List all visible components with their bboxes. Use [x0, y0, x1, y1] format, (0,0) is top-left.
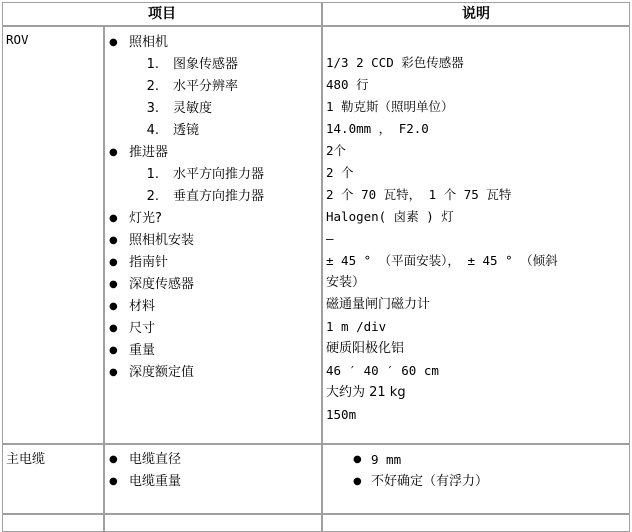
next-row-cell — [104, 514, 322, 532]
rov-values-cell — [322, 26, 630, 444]
header-item — [2, 2, 322, 26]
value-text: 1 勒克斯（照明单位） — [326, 99, 454, 114]
bullet-icon: ● — [109, 279, 118, 290]
item-number: 1. — [146, 57, 159, 72]
item-label: 电缆直径 — [129, 452, 182, 467]
spec-table — [2, 2, 630, 532]
cable-label-cell — [2, 444, 104, 514]
value-text: 14.0mm ， F2.0 — [326, 121, 429, 136]
bullet-icon: ● — [109, 454, 118, 465]
value-text: 2个 — [326, 143, 347, 158]
bullet-icon: ● — [353, 476, 362, 487]
value-text: 480 行 — [326, 77, 369, 92]
value-text: 硬质阳极化铝 — [326, 341, 405, 356]
header-item-text: 项目 — [148, 6, 176, 22]
item-label: 指南针 — [129, 255, 169, 270]
sub-item-label: 图象传感器 — [173, 57, 239, 72]
value-text: 2 个 70 瓦特， 1 个 75 瓦特 — [326, 187, 512, 202]
item-label: 材料 — [129, 299, 156, 314]
sub-item-label: 灵敏度 — [173, 101, 213, 116]
bullet-icon: ● — [353, 454, 362, 465]
bullet-icon: ● — [109, 235, 118, 246]
sub-item-label: 水平方向推力器 — [173, 167, 265, 182]
value-text: ± 45 ° （平面安装）， ± 45 ° （倾斜 — [326, 253, 558, 268]
item-number: 1. — [146, 167, 159, 182]
value-text: 2 个 — [326, 165, 354, 180]
item-label: 照相机安装 — [129, 233, 195, 248]
value-text: 9 mm — [371, 452, 402, 467]
item-label: 电缆重量 — [129, 474, 182, 489]
value-text: 46 ′ 40 ′ 60 cm — [326, 363, 439, 378]
bullet-icon: ● — [109, 345, 118, 356]
cable-items-cell — [104, 444, 322, 514]
value-text: 磁通量闸门磁力计 — [326, 297, 431, 312]
rov-items-cell — [104, 26, 322, 444]
item-label: 深度传感器 — [129, 277, 195, 292]
cable-values-cell — [322, 444, 630, 514]
value-text: – — [326, 231, 334, 246]
sub-item-label: 水平分辨率 — [173, 79, 239, 94]
next-row-cell — [2, 514, 104, 532]
value-text: 安装） — [326, 275, 366, 290]
bullet-icon: ● — [109, 147, 118, 158]
value-text: 大约为 21 kg — [326, 385, 406, 400]
bullet-icon: ● — [109, 367, 118, 378]
next-row-cell — [322, 514, 630, 532]
value-text: 1 m /div — [326, 319, 387, 334]
item-number: 4. — [146, 123, 159, 138]
item-label: 推进器 — [129, 145, 169, 160]
bullet-icon: ● — [109, 257, 118, 268]
value-text: 150m — [326, 407, 357, 422]
bullet-icon: ● — [109, 37, 118, 48]
item-label: 重量 — [129, 343, 156, 358]
rov-label-cell — [2, 26, 104, 444]
bullet-icon: ● — [109, 323, 118, 334]
bullet-icon: ● — [109, 476, 118, 487]
bullet-icon: ● — [109, 213, 118, 224]
value-text: 1/3 2 CCD 彩色传感器 — [326, 55, 464, 70]
item-label: 灯光? — [129, 211, 162, 226]
item-number: 2. — [146, 79, 159, 94]
item-number: 3. — [146, 101, 159, 116]
header-desc-text: 说明 — [462, 6, 490, 22]
header-desc — [322, 2, 630, 26]
sub-item-label: 垂直方向推力器 — [173, 189, 265, 204]
cable-label: 主电缆 — [6, 452, 46, 467]
bullet-icon: ● — [109, 301, 118, 312]
value-text: Halogen( 卤素 ) 灯 — [326, 209, 454, 224]
item-label: 深度额定值 — [129, 365, 195, 380]
item-label: 照相机 — [129, 35, 169, 50]
rov-label: ROV — [6, 32, 29, 47]
value-text: 不好确定（有浮力） — [371, 474, 489, 489]
item-label: 尺寸 — [129, 321, 156, 336]
item-number: 2. — [146, 189, 159, 204]
sub-item-label: 透镜 — [173, 123, 200, 138]
